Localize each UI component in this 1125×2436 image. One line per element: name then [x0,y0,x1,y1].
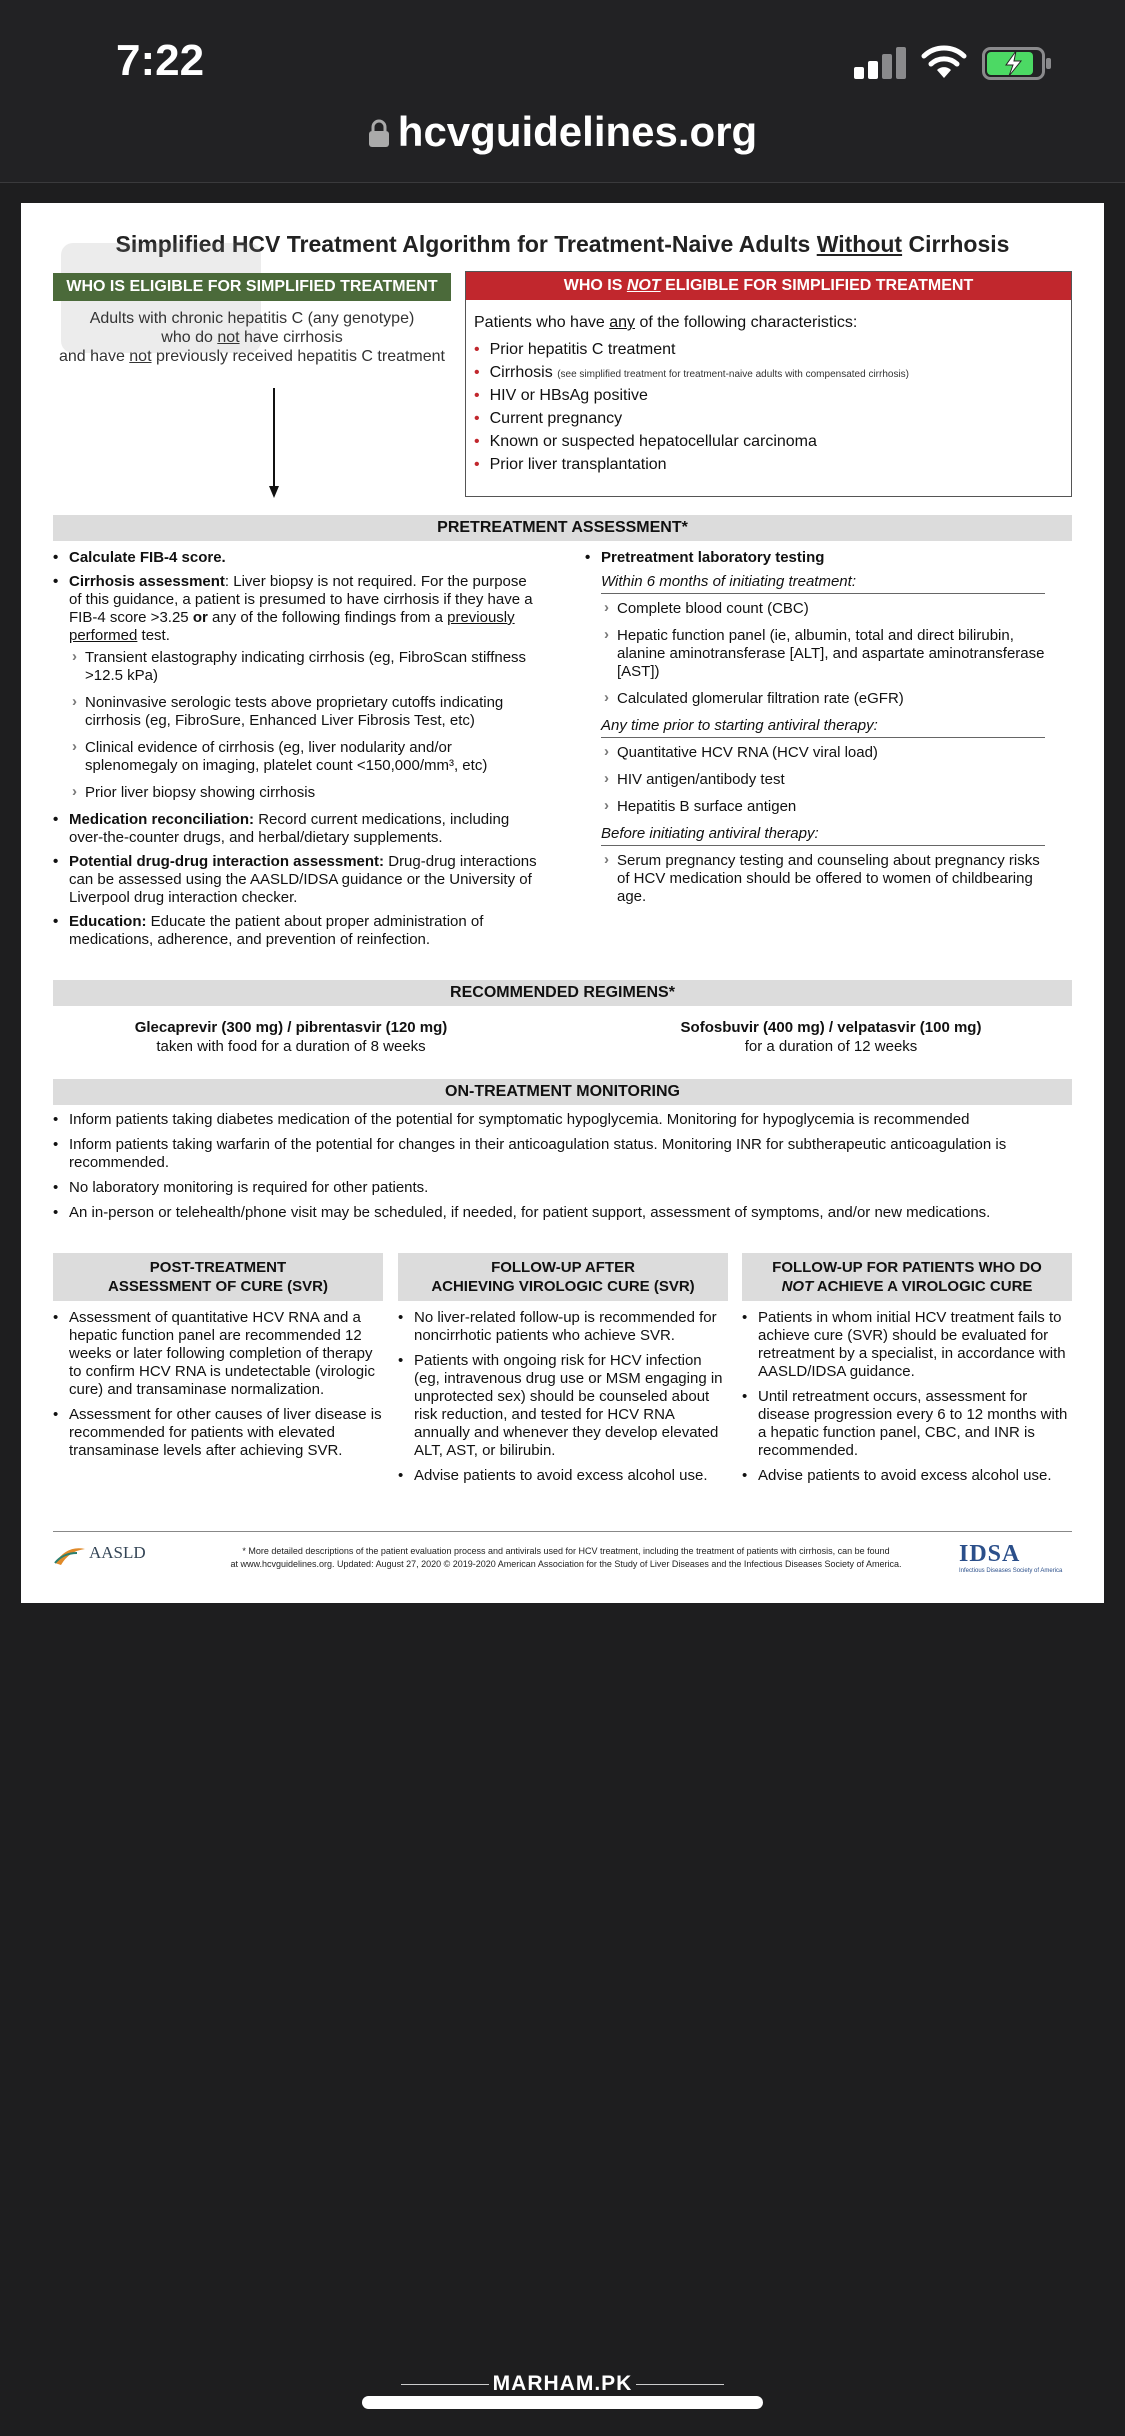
list-item: • No liver-related follow-up is recommended for noncirrhotic patients who achieve SVR. [398,1309,728,1345]
list-item: • Cirrhosis (see simplified treatment for treatment-naive adults with compensated cirrhosis) [474,361,909,384]
battery-charging-icon [982,47,1052,80]
list-item: › HIV antigen/antibody test [601,771,1045,789]
list-item: • Medication reconciliation: Record current medications, including over-the-counter drugs, and herbal/dietary supplements. [53,811,543,847]
page-title: Simplified HCV Treatment Algorithm for Treatment-Naive Adults Without Cirrhosis [115,231,1010,257]
url-text: hcvguidelines.org [397,108,758,155]
brand-watermark: MARHAM.PK [0,2372,1125,2396]
follow-up-svr-header: FOLLOW-UP AFTER ACHIEVING VIROLOGIC CURE (SVR) [398,1253,728,1301]
follow-up-svr-list [398,1309,728,1492]
monitoring-list [53,1111,1072,1229]
eligible-header: WHO IS ELIGIBLE FOR SIMPLIFIED TREATMENT [53,273,451,301]
section-subheading: Within 6 months of initiating treatment: [601,573,1045,594]
list-item: • Patients in whom initial HCV treatment fails to achieve cure (SVR) should be evaluated for retreatment by a specialist, in accordance with AASLD/IDSA guidance. [742,1309,1072,1381]
list-item: › Hepatic function panel (ie, albumin, total and direct bilirubin, alanine aminotransferase [ALT], and aspartate aminotransferase [AST]) [601,627,1045,681]
list-item: • Assessment of quantitative HCV RNA and a hepatic function panel are recommended 12 weeks or later following completion of therapy to confirm HCV RNA is undetectable (virologic cure) and transaminase normalization. [53,1309,383,1399]
post-treatment-header: POST-TREATMENT ASSESSMENT OF CURE (SVR) [53,1253,383,1301]
list-item: • Education: Educate the patient about proper administration of medications, adherence, and prevention of reinfection. [53,913,543,949]
list-item: • Known or suspected hepatocellular carcinoma [474,430,909,453]
list-item: • Prior liver transplantation [474,453,909,476]
list-item: • Inform patients taking diabetes medication of the potential for symptomatic hypoglycemia. Monitoring for hypoglycemia is recommended [53,1111,1072,1129]
not-eligible-intro: Patients who have any of the following characteristics: [474,314,858,331]
clock: 7:22 [116,36,205,85]
not-eligible-list [474,338,909,476]
monitoring-header: ON-TREATMENT MONITORING [53,1079,1072,1105]
post-treatment-list [53,1309,383,1467]
list-item: • Cirrhosis assessment: Liver biopsy is not required. For the purpose of this guidance, a patient is presumed to have cirrhosis if they have a FIB-4 score >3.25 or any of the following findings from a previously performed test. › Transient elastography indicating cirrhosis (eg, FibroScan stiffness >12.5 kPa) › Noninvasive serologic tests above proprietary cutoffs indicating cirrhosis (eg, FibroSure, Enhanced Liver Fibrosis Test, etc) › Clinical evidence of cirrhosis (eg, liver nodularity and/or splenomegaly on imaging, platelet count <150,000/mm³, etc) › Prior liver biopsy showing cirrhosis [53,573,543,802]
list-item: › Calculated glomerular filtration rate (eGFR) [601,690,1045,708]
pretreatment-header: PRETREATMENT ASSESSMENT* [53,515,1072,541]
not-eligible-header: WHO IS NOT ELIGIBLE FOR SIMPLIFIED TREATMENT [466,272,1071,300]
regimens-header: RECOMMENDED REGIMENS* [53,980,1072,1006]
list-item: • Until retreatment occurs, assessment for disease progression every 6 to 12 months with a hepatic function panel, CBC, and INR is recommended. [742,1388,1072,1460]
list-item: • No laboratory monitoring is required for other patients. [53,1179,1072,1197]
status-bar [0,0,1125,115]
section-subheading: Any time prior to starting antiviral therapy: [601,717,1045,738]
footer-divider [53,1531,1072,1532]
list-item: • HIV or HBsAg positive [474,384,909,407]
list-item: • Inform patients taking warfarin of the potential for changes in their anticoagulation status. Monitoring INR for subtherapeutic anticoagulation is recommended. [53,1136,1072,1172]
list-item: • Calculate FIB-4 score. [53,549,543,567]
list-item: • Pretreatment laboratory testing [585,549,1045,567]
idsa-logo: IDSA Infectious Diseases Society of America [959,1541,1063,1574]
not-eligible-box [465,271,1072,497]
lock-icon [368,118,390,148]
list-item: • Advise patients to avoid excess alcohol use. [398,1467,728,1485]
list-item: › Clinical evidence of cirrhosis (eg, liver nodularity and/or splenomegaly on imaging, platelet count <150,000/mm³, etc) [69,739,543,775]
pretreatment-left-column [53,549,543,955]
url-display[interactable] [0,108,1125,156]
wifi-icon [920,42,968,80]
eligible-criteria: Adults with chronic hepatitis C (any genotype) who do not have cirrhosis and have not previously received hepatitis C treatment [59,310,445,365]
list-item: › Noninvasive serologic tests above proprietary cutoffs indicating cirrhosis (eg, FibroSure, Enhanced Liver Fibrosis Test, etc) [69,694,543,730]
follow-up-no-cure-list [742,1309,1072,1492]
regimen-2: Sofosbuvir (400 mg) / velpatasvir (100 mg) for a duration of 12 weeks [680,1019,982,1055]
list-item: › Quantitative HCV RNA (HCV viral load) [601,744,1045,762]
list-item: • Potential drug-drug interaction assessment: Drug-drug interactions can be assessed using the AASLD/IDSA guidance or the University of Liverpool drug interaction checker. [53,853,543,907]
regimen-1: Glecaprevir (300 mg) / pibrentasvir (120 mg) taken with food for a duration of 8 weeks [134,1019,448,1055]
list-item: › Complete blood count (CBC) [601,600,1045,618]
list-item: › Prior liver biopsy showing cirrhosis [69,784,543,802]
list-item: › Transient elastography indicating cirrhosis (eg, FibroScan stiffness >12.5 kPa) [69,649,543,685]
list-item: • Prior hepatitis C treatment [474,338,909,361]
document-page [21,203,1104,1603]
list-item: • Assessment for other causes of liver disease is recommended for patients with elevated transaminase levels after achieving SVR. [53,1406,383,1460]
down-arrow-icon [264,388,284,498]
section-subheading: Before initiating antiviral therapy: [601,825,1045,846]
list-item: • An in-person or telehealth/phone visit may be scheduled, if needed, for patient support, assessment of symptoms, and/or new medications. [53,1204,1072,1222]
pretreatment-right-column [585,549,1045,915]
aasld-swoosh-icon [53,1543,87,1567]
cellular-signal-icon [854,47,908,79]
list-item: • Current pregnancy [474,407,909,430]
aasld-logo: AASLD [53,1543,143,1579]
list-item: › Serum pregnancy testing and counseling about pregnancy risks of HCV medication should be offered to women of childbearing age. [601,852,1045,906]
list-item: • Patients with ongoing risk for HCV infection (eg, intravenous drug use or MSM engaging in unprotected sex) should be counseled about risk reduction, and tested for HCV RNA annually and whenever they develop elevated ALT, AST, or bilirubin. [398,1352,728,1460]
home-indicator[interactable] [362,2396,763,2409]
follow-up-no-cure-header: FOLLOW-UP FOR PATIENTS WHO DO NOT ACHIEVE A VIROLOGIC CURE [742,1253,1072,1301]
list-item: › Hepatitis B surface antigen [601,798,1045,816]
footnote: * More detailed descriptions of the patient evaluation process and antivirals used for HCV treatment, including the treatment of patients with cirrhosis, can be found at www.hcvguidelines.org. Updated: August 27, 2020 © 2019-2020 American Association for the Study of Liver Diseases and the Infectious Diseases Society of America. [230,1546,902,1569]
list-item: • Advise patients to avoid excess alcohol use. [742,1467,1072,1485]
